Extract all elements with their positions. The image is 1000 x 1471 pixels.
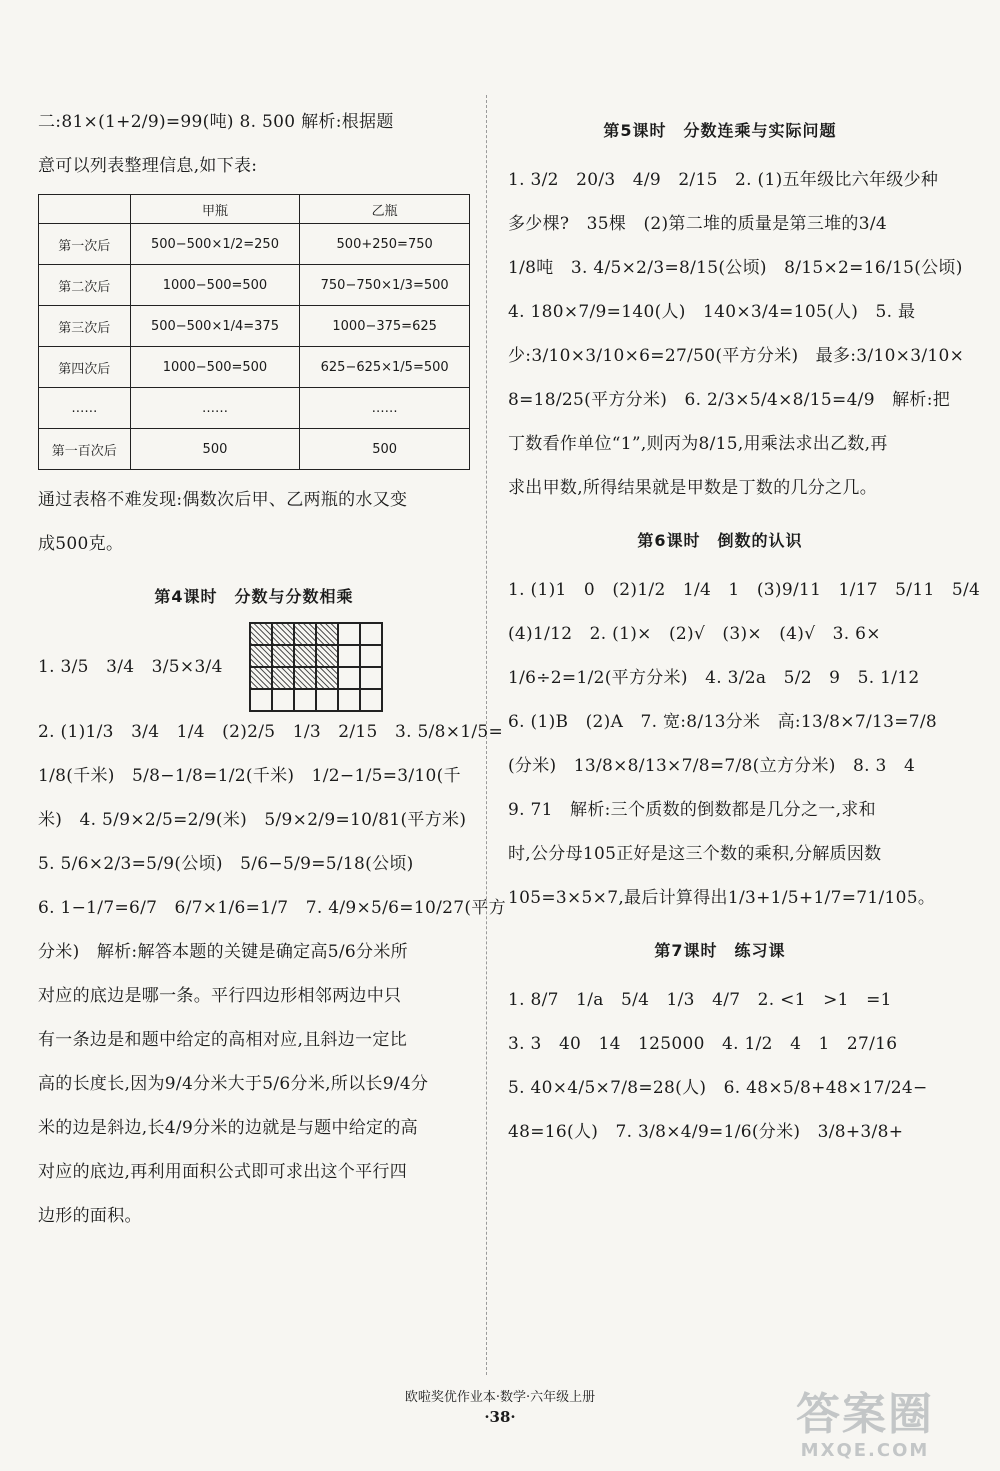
table-header-row — [39, 195, 470, 224]
grid-cell — [360, 623, 382, 645]
text-line: 6. (1)B (2)A 7. 宽:8/13分米 高:13/8×7/13=7/8 — [508, 711, 938, 732]
page-number: ·38· — [484, 1408, 516, 1426]
grid-cell — [294, 689, 316, 711]
watermark-url: MXQE.COM — [800, 1440, 930, 1461]
info-table — [38, 194, 470, 470]
text-line: 分米) 解析:解答本题的关键是确定高5/6分米所 — [38, 941, 408, 962]
section-heading-7: 第7课时 练习课 — [654, 940, 786, 960]
grid-cell-shaded — [272, 623, 294, 645]
section-heading-6: 第6课时 倒数的认识 — [637, 530, 803, 550]
left-column — [38, 100, 506, 1238]
table-header-cell: 乙瓶 — [300, 195, 470, 224]
text-line: 1/8(千米) 5/8−1/8=1/2(千米) 1/2−1/5=3/10(千 — [38, 765, 461, 786]
table-cell: 500 — [130, 429, 300, 470]
text-line: 1/8吨 3. 4/5×2/3=8/15(公顷) 8/15×2=16/15(公顷) — [508, 257, 963, 278]
grid-cell — [316, 689, 338, 711]
text-line: 成500克。 — [38, 533, 124, 554]
grid-cell-shaded — [316, 667, 338, 689]
table-header-cell — [39, 195, 131, 224]
grid-cell-shaded — [316, 645, 338, 667]
grid-cell-shaded — [294, 623, 316, 645]
table-row — [39, 347, 470, 388]
text-line: (分米) 13/8×8/13×7/8=7/8(立方分米) 8. 3 4 — [508, 755, 916, 776]
grid-cell — [360, 689, 382, 711]
table-cell: 500−500×1/2=250 — [130, 224, 300, 265]
grid-cell-shaded — [272, 667, 294, 689]
table-cell: …… — [130, 388, 300, 429]
section-heading-4: 第4课时 分数与分数相乘 — [154, 586, 354, 606]
grid-cell — [360, 667, 382, 689]
text-line: 通过表格不难发现:偶数次后甲、乙两瓶的水又变 — [38, 489, 408, 510]
table-cell: 第一次后 — [39, 224, 131, 265]
text-line: 时,公分母105正好是这三个数的乘积,分解质因数 — [508, 843, 882, 864]
table-cell: 第四次后 — [39, 347, 131, 388]
grid-cell-shaded — [272, 645, 294, 667]
text-line: 9. 71 解析:三个质数的倒数都是几分之一,求和 — [508, 799, 876, 820]
table-cell: 500−500×1/4=375 — [130, 306, 300, 347]
table-row — [39, 429, 470, 470]
table-cell: 第二次后 — [39, 265, 131, 306]
table-cell: 1000−500=500 — [130, 347, 300, 388]
table-cell: 1000−375=625 — [300, 306, 470, 347]
grid-cell-shaded — [250, 623, 272, 645]
text-line: 米的边是斜边,长4/9分米的边就是与题中给定的高 — [38, 1117, 418, 1138]
table-cell: 1000−500=500 — [130, 265, 300, 306]
text-line: 5. 5/6×2/3=5/9(公顷) 5/6−5/9=5/18(公顷) — [38, 853, 414, 874]
grid-cell — [272, 689, 294, 711]
grid-cell — [250, 689, 272, 711]
watermark-text: 答案圈 — [796, 1389, 934, 1440]
table-row — [39, 224, 470, 265]
grid-cell-shaded — [316, 623, 338, 645]
text-line: 对应的底边,再利用面积公式即可求出这个平行四 — [38, 1161, 408, 1182]
table-row — [39, 265, 470, 306]
text-line: 对应的底边是哪一条。平行四边形相邻两边中只 — [38, 985, 402, 1006]
text-line: 48=16(人) 7. 3/8×4/9=1/6(分米) 3/8+3/8+ — [508, 1121, 904, 1142]
text-line: 5. 40×4/5×7/8=28(人) 6. 48×5/8+48×17/24− — [508, 1077, 928, 1098]
question-1-row — [38, 624, 470, 710]
text-line: 少:3/10×3/10×6=27/50(平方分米) 最多:3/10×3/10× — [508, 345, 965, 366]
grid-cell — [338, 623, 360, 645]
table-row — [39, 306, 470, 347]
table-cell: 500 — [300, 429, 470, 470]
table-cell: 第一百次后 — [39, 429, 131, 470]
text-line: 1. (1)1 0 (2)1/2 1/4 1 (3)9/11 1/17 5/11 5/4 — [508, 579, 981, 600]
text-line: 多少棵? 35棵 (2)第二堆的质量是第三堆的3/4 — [508, 213, 887, 234]
table-header-cell: 甲瓶 — [130, 195, 300, 224]
text-line: 6. 1−1/7=6/7 6/7×1/6=1/7 7. 4/9×5/6=10/27(平方 — [38, 897, 506, 918]
text-line: 高的长度长,因为9/4分米大于5/6分米,所以长9/4分 — [38, 1073, 429, 1094]
text-line: (4)1/12 2. (1)× (2)√ (3)× (4)√ 3. 6× — [508, 623, 881, 644]
text-line: 丁数看作单位“1”,则丙为8/15,用乘法求出乙数,再 — [508, 433, 888, 454]
watermark-logo — [760, 1390, 970, 1460]
table-cell: …… — [39, 388, 131, 429]
text-line: 有一条边是和题中给定的高相对应,且斜边一定比 — [38, 1029, 408, 1050]
text-line: 1. 3/2 20/3 4/9 2/15 2. (1)五年级比六年级少种 — [508, 169, 939, 190]
text-line: 意可以列表整理信息,如下表: — [38, 155, 258, 176]
grid-cell-shaded — [294, 667, 316, 689]
grid-cell — [338, 667, 360, 689]
table-cell: 500+250=750 — [300, 224, 470, 265]
text-line: 1/6÷2=1/2(平方分米) 4. 3/2a 5/2 9 5. 1/12 — [508, 667, 920, 688]
text-line: 8=18/25(平方分米) 6. 2/3×5/4×8/15=4/9 解析:把 — [508, 389, 951, 410]
table-row — [39, 388, 470, 429]
section-heading-5: 第5课时 分数连乘与实际问题 — [603, 120, 837, 140]
table-cell: 750−750×1/3=500 — [300, 265, 470, 306]
text-line: 1. 3/5 3/4 3/5×3/4 — [38, 656, 223, 677]
text-line: 1. 8/7 1/a 5/4 1/3 4/7 2. <1 >1 =1 — [508, 989, 892, 1010]
text-line: 105=3×5×7,最后计算得出1/3+1/5+1/7=71/105。 — [508, 887, 936, 908]
grid-cell — [338, 689, 360, 711]
grid-cell-shaded — [250, 667, 272, 689]
text-line: 4. 180×7/9=140(人) 140×3/4=105(人) 5. 最 — [508, 301, 916, 322]
book-footer: 欧啦奖优作业本·数学·六年级上册 — [404, 1390, 596, 1405]
table-cell: 625−625×1/5=500 — [300, 347, 470, 388]
grid-cell-shaded — [294, 645, 316, 667]
right-column — [508, 100, 981, 1154]
text-line: 3. 3 40 14 125000 4. 1/2 4 1 27/16 — [508, 1033, 898, 1054]
shaded-grid-diagram — [249, 622, 383, 712]
text-line: 2. (1)1/3 3/4 1/4 (2)2/5 1/3 2/15 3. 5/8×1/5= — [38, 721, 504, 742]
grid-cell-shaded — [250, 645, 272, 667]
table-cell: 第三次后 — [39, 306, 131, 347]
grid-cell — [338, 645, 360, 667]
table-cell: …… — [300, 388, 470, 429]
text-line: 边形的面积。 — [38, 1205, 142, 1226]
text-line: 二:81×(1+2/9)=99(吨) 8. 500 解析:根据题 — [38, 111, 394, 132]
text-line: 求出甲数,所得结果就是甲数是丁数的几分之几。 — [508, 477, 878, 498]
grid-cell — [360, 645, 382, 667]
text-line: 米) 4. 5/9×2/5=2/9(米) 5/9×2/9=10/81(平方米) — [38, 809, 467, 830]
